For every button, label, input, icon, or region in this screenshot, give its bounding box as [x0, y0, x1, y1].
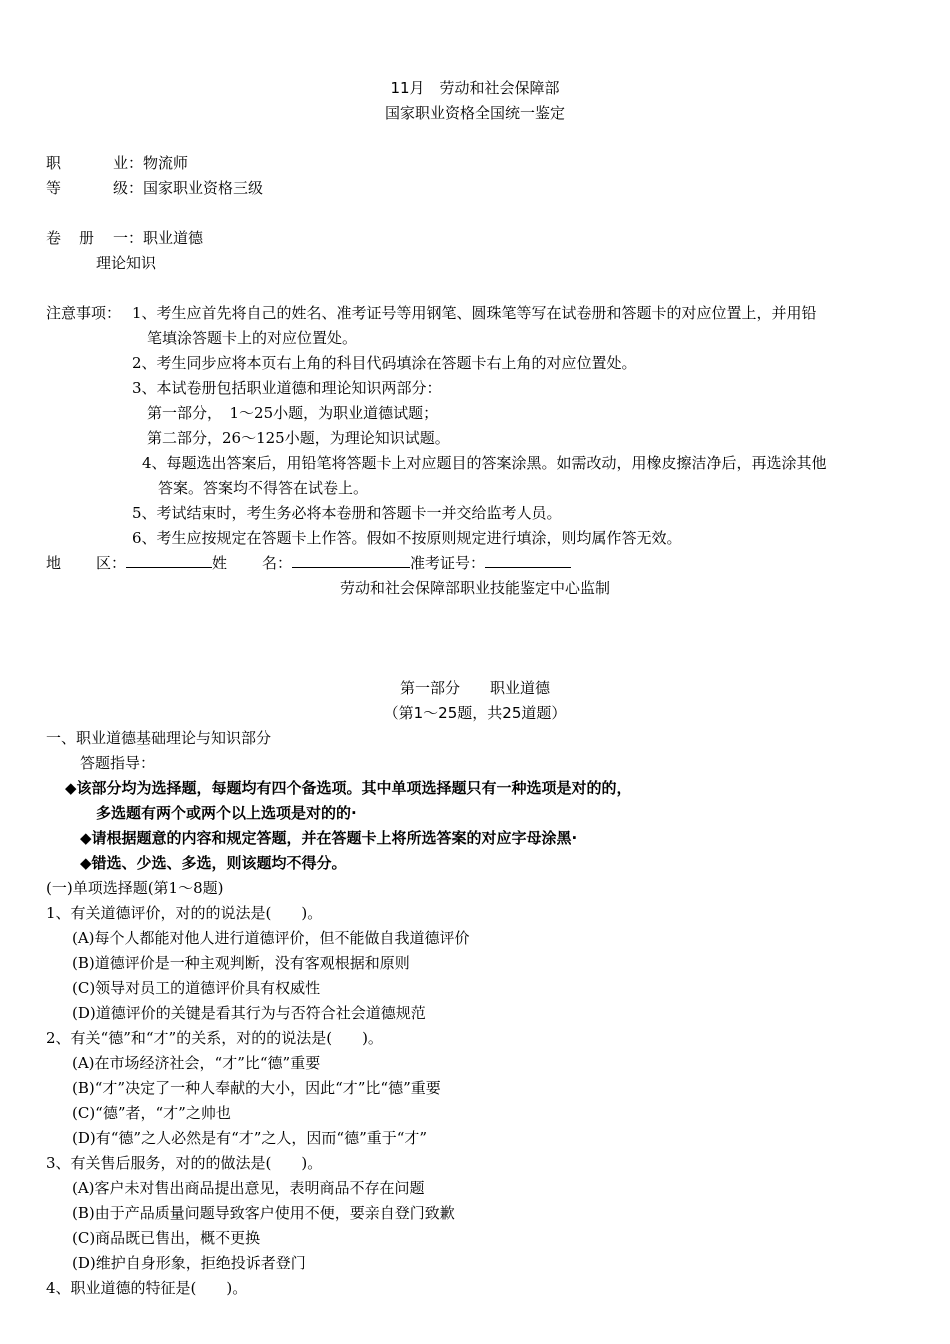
header-line-2: 国家职业资格全国统一鉴定 — [384, 104, 565, 122]
job-label-1: 职 — [46, 154, 62, 172]
name-blank[interactable] — [292, 553, 410, 568]
volume-label-1: 卷 — [46, 229, 62, 247]
job-row — [46, 153, 188, 173]
question-3-option-d: (D)维护自身形象，拒绝投诉者登门 — [72, 1254, 306, 1272]
supervisor: 劳动和社会保障部职业技能鉴定中心监制 — [339, 579, 610, 597]
question-1-option-c: (C)领导对员工的道德评价具有权威性 — [72, 979, 321, 997]
exam-id-label: 准考证号： — [410, 554, 486, 572]
volume-label-2: 册 — [79, 229, 95, 247]
guide-label: 答题指导： — [80, 754, 156, 772]
question-3-option-c: (C)商品既已售出，概不更换 — [72, 1229, 261, 1247]
note-3a: 第一部分， 1～25小题，为职业道德试题； — [147, 404, 439, 422]
volume-value-2: 理论知识 — [96, 254, 157, 272]
note-3: 3、本试卷册包括职业道德和理论知识两部分： — [132, 379, 442, 397]
question-2-option-d: (D)有“德”之人必然是有“才”之人，因而“德”重于“才” — [72, 1129, 428, 1147]
note-4b: 答案。答案均不得答在试卷上。 — [158, 479, 369, 497]
notes-title: 注意事项： — [46, 304, 122, 322]
question-1-stem: 1、有关道德评价，对的的说法是( )。 — [46, 904, 323, 922]
question-2-option-b: (B)“才”决定了一种人奉献的大小，因此“才”比“德”重要 — [72, 1079, 441, 1097]
part1-subtitle: （第1～25题，共25道题） — [383, 704, 567, 722]
name-label-1: 姓 — [212, 554, 228, 572]
volume-value: 职业道德 — [143, 229, 204, 247]
volume-label-3: 一： — [113, 229, 144, 247]
note-6: 6、考生应按规定在答题卡上作答。假如不按原则规定进行填涂，则均属作答无效。 — [132, 529, 682, 547]
fields-row — [46, 553, 571, 573]
level-label-1: 等 — [46, 179, 62, 197]
question-3-option-a: (A)客户未对售出商品提出意见，表明商品不存在问题 — [72, 1179, 425, 1197]
guide-1a: ◆该部分均为选择题，每题均有四个备选项。其中单项选择题只有一种选项是对的的， — [65, 779, 632, 797]
note-3b: 第二部分，26～125小题，为理论知识试题。 — [147, 429, 450, 447]
region-blank[interactable] — [126, 553, 212, 568]
region-label-2: 区： — [96, 554, 127, 572]
level-row — [46, 178, 263, 198]
note-4a: 4、每题选出答案后，用铅笔将答题卡上对应题目的答案涂黑。如需改动，用橡皮擦洁净后，再选涂其他 — [142, 454, 827, 472]
note-1a: 1、考生应首先将自己的姓名、准考证号等用钢笔、圆珠笔等写在试卷册和答题卡的对应位置上，并用铅 — [132, 304, 817, 322]
section-heading: 一、职业道德基础理论与知识部分 — [46, 729, 272, 747]
job-value: 物流师 — [143, 154, 189, 172]
level-label-2: 级： — [113, 179, 144, 197]
note-5: 5、考试结束时，考生务必将本卷册和答题卡一并交给监考人员。 — [132, 504, 562, 522]
subsection-heading: (一)单项选择题(第1～8题) — [46, 879, 224, 897]
question-2-option-c: (C)“德”者，“才”之帅也 — [72, 1104, 231, 1122]
question-1-option-a: (A)每个人都能对他人进行道德评价，但不能做自我道德评价 — [72, 929, 470, 947]
part1-title: 第一部分 职业道德 — [399, 679, 550, 697]
header-line-1: 11月 劳动和社会保障部 — [390, 79, 560, 97]
note-1b: 笔填涂答题卡上的对应位置处。 — [147, 329, 358, 347]
guide-1b: 多选题有两个或两个以上选项是对的的· — [96, 804, 357, 822]
volume-row — [46, 228, 203, 248]
question-4-stem: 4、职业道德的特征是( )。 — [46, 1279, 248, 1297]
question-1-option-b: (B)道德评价是一种主观判断，没有客观根据和原则 — [72, 954, 410, 972]
job-label-2: 业： — [113, 154, 144, 172]
question-2-stem: 2、有关“德”和“才”的关系，对的的说法是( )。 — [46, 1029, 383, 1047]
question-1-option-d: (D)道德评价的关键是看其行为与否符合社会道德规范 — [72, 1004, 426, 1022]
level-value: 国家职业资格三级 — [143, 179, 264, 197]
question-2-option-a: (A)在市场经济社会，“才”比“德”重要 — [72, 1054, 321, 1072]
question-3-stem: 3、有关售后服务，对的的做法是( )。 — [46, 1154, 323, 1172]
question-3-option-b: (B)由于产品质量问题导致客户使用不便，要亲自登门致歉 — [72, 1204, 455, 1222]
name-label-2: 名： — [262, 554, 293, 572]
exam-id-blank[interactable] — [485, 553, 571, 568]
note-2: 2、考生同步应将本页右上角的科目代码填涂在答题卡右上角的对应位置处。 — [132, 354, 637, 372]
guide-3: ◆错选、少选、多选，则该题均不得分。 — [80, 854, 347, 872]
region-label-1: 地 — [46, 554, 62, 572]
guide-2: ◆请根据题意的内容和规定答题，并在答题卡上将所选答案的对应字母涂黑· — [80, 829, 578, 847]
